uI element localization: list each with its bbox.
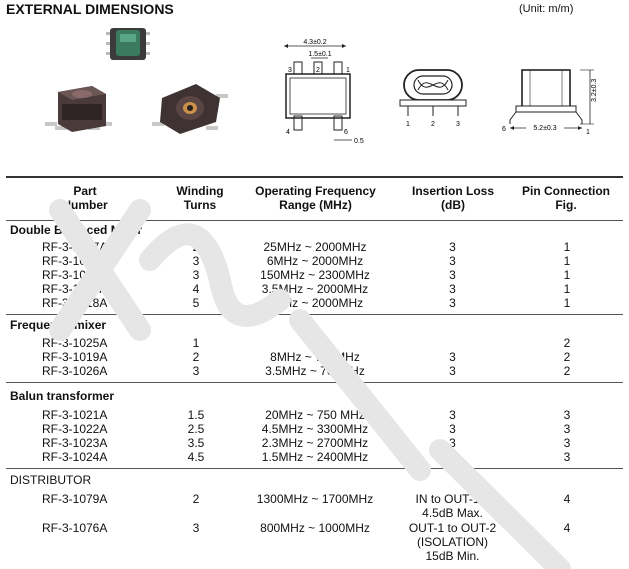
section-rule (6, 314, 623, 315)
header-rule (6, 220, 623, 221)
width-dimension: 4.3±0.2 (303, 39, 327, 46)
photo-part-right (152, 84, 228, 134)
side-pin-1-label: 1 (406, 121, 410, 128)
pitch-dimension: 1.5±0.1 (308, 51, 332, 58)
side-view-drawing (398, 60, 468, 132)
section-rule (6, 382, 623, 383)
col-part-header: Part Number (62, 184, 108, 212)
section-title-freq-mixer: Frequency mixer (10, 318, 107, 332)
end-pin-1-label: 1 (586, 129, 590, 136)
col-pin-header: Pin Connection Fig. (522, 184, 610, 212)
pin-3-label: 3 (288, 67, 292, 74)
col-loss-header: Insertion Loss (dB) (411, 184, 494, 212)
photo-part-top (106, 28, 150, 60)
end-pin-6-label: 6 (502, 126, 506, 133)
col-winding-header: Winding Turns (176, 184, 224, 212)
table-top-rule (6, 176, 623, 178)
pin-1-label: 1 (346, 67, 350, 74)
unit-label: (Unit: m/m) (519, 3, 574, 15)
pin-4-label: 4 (286, 129, 290, 136)
component-photos (40, 22, 240, 142)
col-freq-header: Operating Frequency Range (MHz) (255, 184, 376, 212)
top-view-drawing (280, 36, 370, 146)
section-rule (6, 468, 623, 469)
photo-part-left (45, 86, 112, 132)
side-pin-2-label: 2 (431, 121, 435, 128)
side-pin-3-label: 3 (456, 121, 460, 128)
section-title-distributor: DISTRIBUTOR (10, 473, 92, 487)
section-title-balun: Balun transformer (10, 389, 115, 403)
end-width-dimension: 5.2±0.3 (533, 125, 557, 132)
pin-2-label: 2 (316, 67, 320, 74)
section-title-dbm: Double Balanced Mixer (10, 223, 143, 237)
page-title: EXTERNAL DIMENSIONS (6, 1, 174, 17)
height-dimension: 3.2±0.3 (591, 78, 598, 102)
pin-6-label: 6 (344, 129, 348, 136)
lead-dimension: 0.5 (354, 138, 364, 145)
end-view-drawing (500, 62, 610, 138)
